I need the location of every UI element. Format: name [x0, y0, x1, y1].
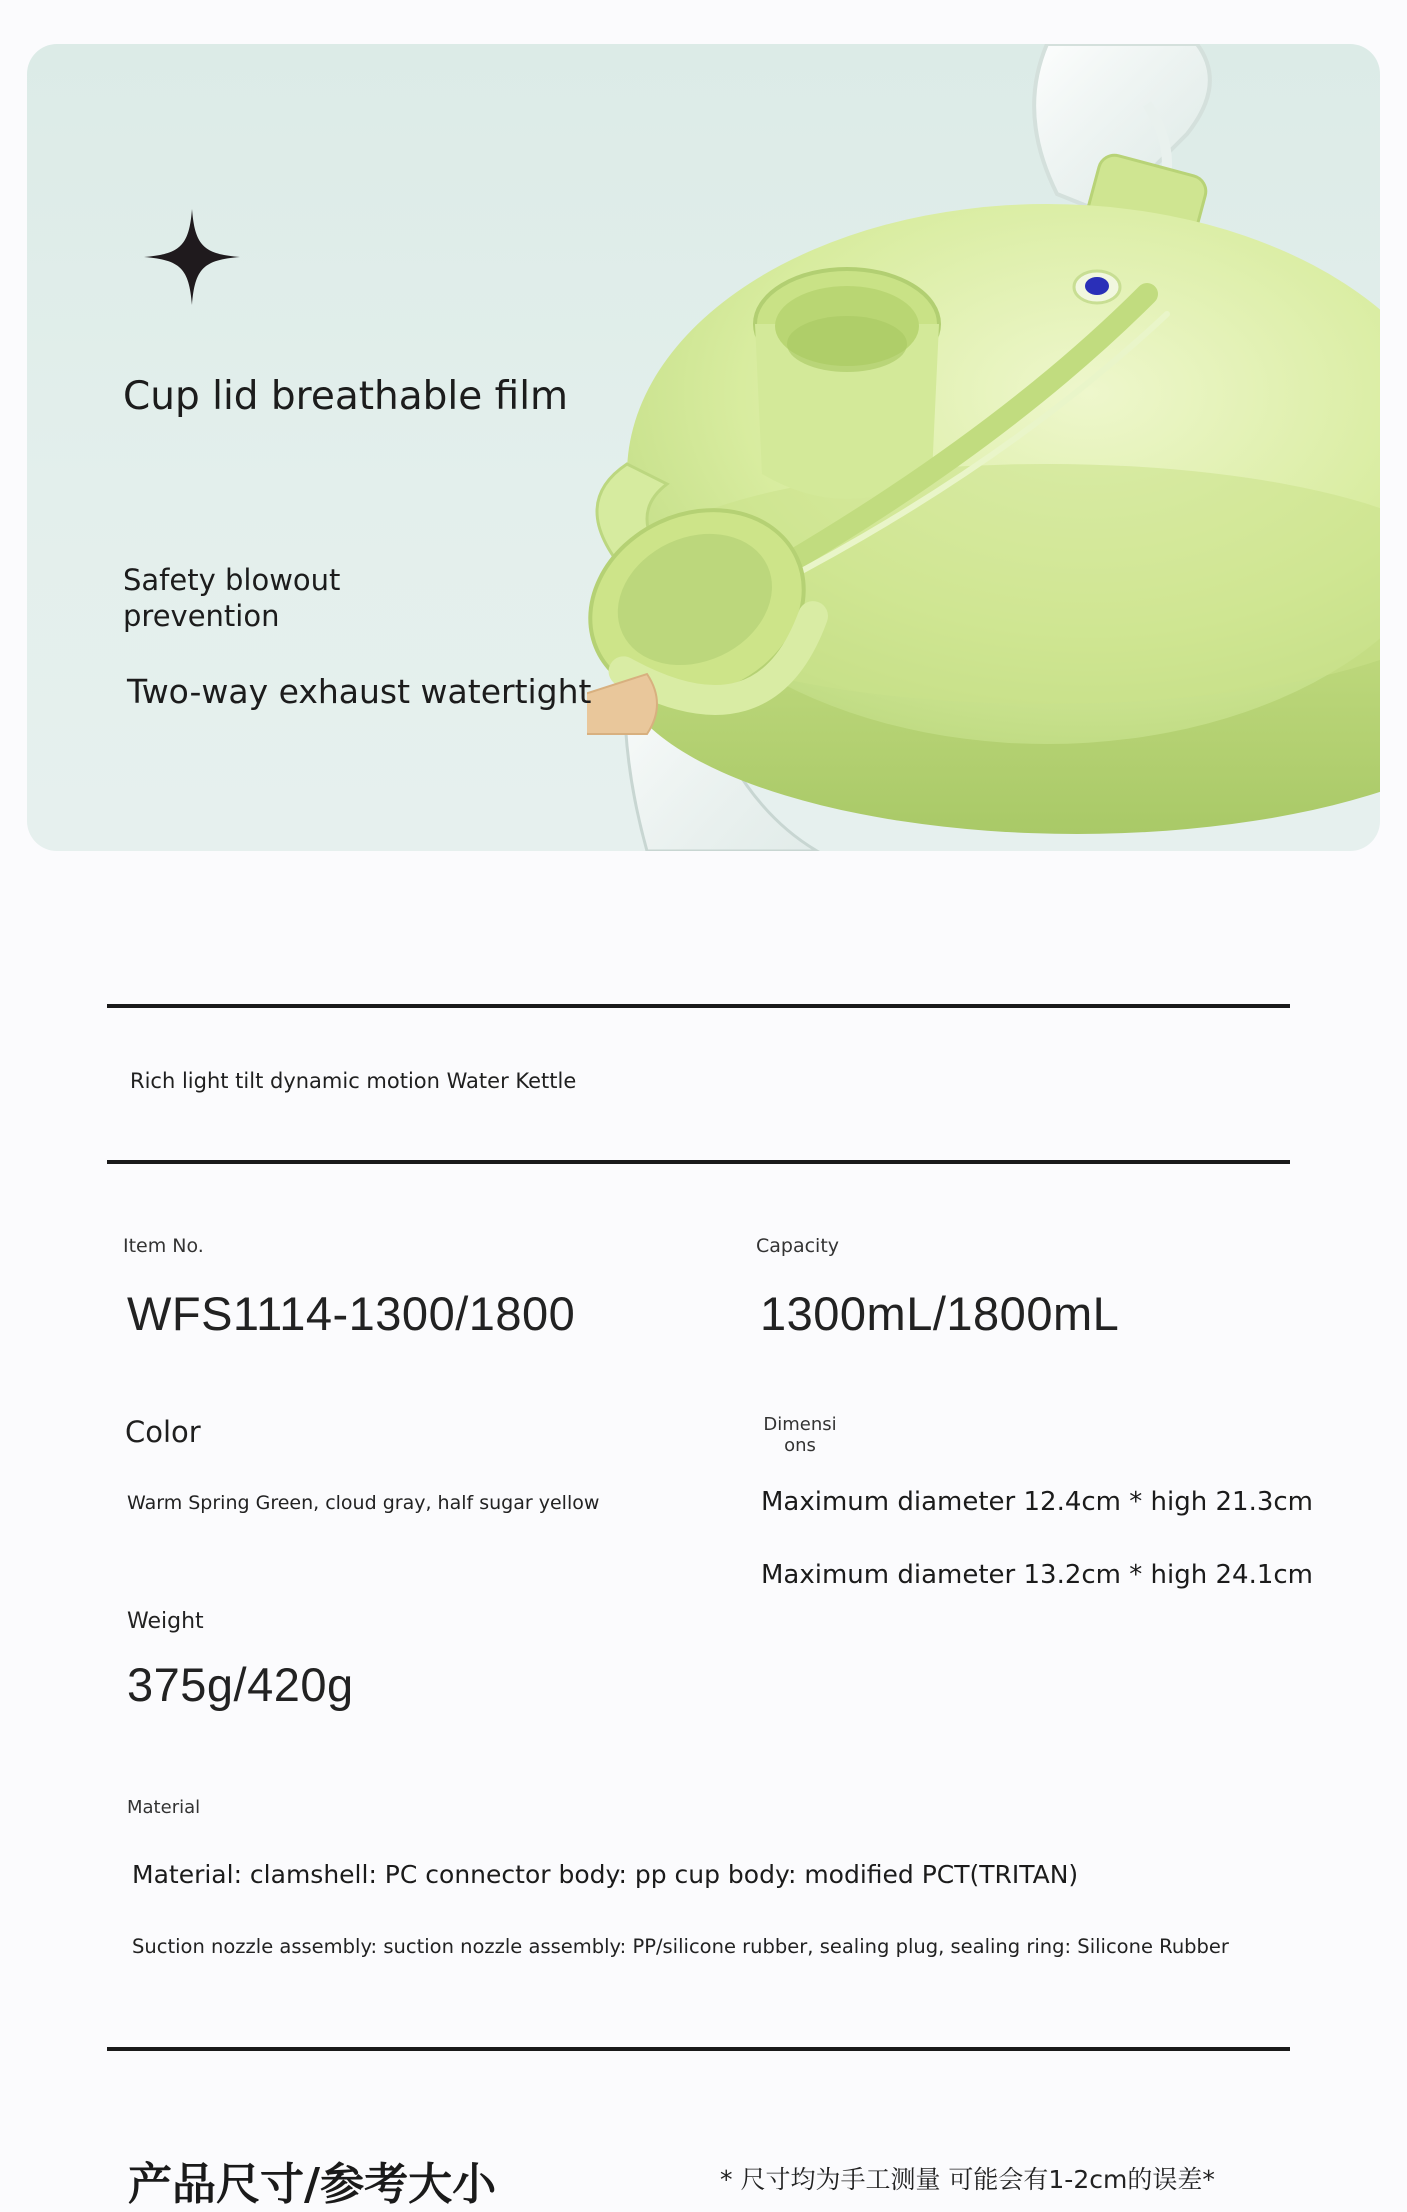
hero-banner	[27, 44, 1380, 851]
hero-title: Cup lid breathable film	[123, 374, 569, 419]
color-label: Color	[125, 1415, 201, 1449]
divider-bottom	[107, 2047, 1290, 2051]
hero-feature-watertight: Two-way exhaust watertight	[127, 672, 592, 711]
material-line-2: Suction nozzle assembly: suction nozzle assembly: PP/silicone rubber, sealing plug, sealing ring: Silicone Rubber	[132, 1935, 1229, 1958]
divider-top	[107, 1004, 1290, 1008]
color-value: Warm Spring Green, cloud gray, half sugar yellow	[127, 1492, 600, 1514]
dimensions-value-1800: Maximum diameter 13.2cm * high 24.1cm	[761, 1560, 1314, 1590]
capacity-value: 1300mL/1800mL	[760, 1287, 1120, 1340]
item-no-value: WFS1114-1300/1800	[127, 1287, 576, 1340]
dimensions-label: Dimensions	[763, 1414, 837, 1456]
item-no-label: Item No.	[123, 1235, 204, 1257]
capacity-label: Capacity	[756, 1235, 840, 1257]
size-reference-title: 产品尺寸/参考大小	[128, 2159, 497, 2210]
size-measurement-note: * 尺寸均为手工测量 可能会有1-2cm的误差*	[720, 2165, 1215, 2194]
dimensions-value-1300: Maximum diameter 12.4cm * high 21.3cm	[761, 1487, 1314, 1517]
material-line-1: Material: clamshell: PC connector body: pp cup body: modified PCT(TRITAN)	[132, 1860, 1079, 1889]
weight-value: 375g/420g	[127, 1658, 354, 1711]
weight-label: Weight	[127, 1609, 204, 1634]
four-point-star-icon	[144, 209, 240, 305]
hero-feature-blowout: Safety blowout prevention	[123, 563, 341, 633]
divider-middle	[107, 1160, 1290, 1164]
kettle-lid-photo	[587, 44, 1380, 851]
material-label: Material	[127, 1797, 201, 1818]
product-name: Rich light tilt dynamic motion Water Kettle	[130, 1069, 577, 1093]
